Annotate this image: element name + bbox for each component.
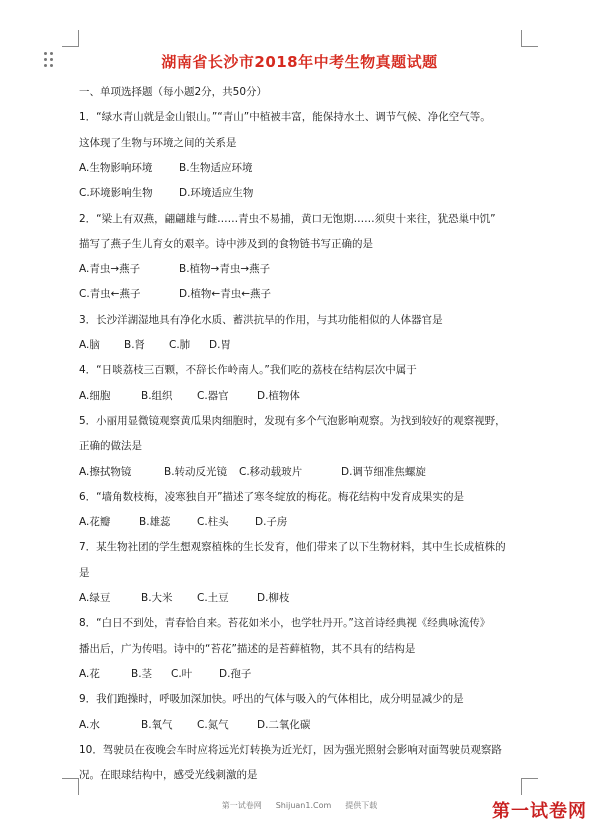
answer-option: A.水: [79, 718, 100, 731]
question-text: 6．“墙角数枝梅，凌寒独自开”描述了寒冬绽放的梅花。梅花结构中发育成果实的是: [79, 490, 465, 503]
question-text: 描写了燕子生儿育女的艰辛。诗中涉及到的食物链书写正确的是: [79, 237, 373, 250]
question-text: 2．“梁上有双燕，翩翩雄与雌……青虫不易捕，黄口无饱期……须臾十来往，犹恐巢中饥”: [79, 212, 496, 225]
answer-option: D.植物体: [257, 389, 300, 402]
question-text: 9．我们跑操时，呼吸加深加快。呼出的气体与吸入的气体相比，成分明显减少的是: [79, 693, 464, 706]
question-text: 况。在眼球结构中，感受光线刺激的是: [79, 769, 258, 782]
watermark-logo: 第一试卷网: [492, 801, 587, 822]
footer-left: 第一试卷网: [221, 801, 262, 810]
answer-option: A.擦拭物镜: [79, 465, 132, 478]
question-text: 1．“绿水青山就是金山银山。”“青山”中植被丰富，能保持水土、调节气候、净化空气等。: [79, 111, 491, 124]
answer-option: A.生物影响环境: [79, 161, 153, 174]
question-text: 10．驾驶员在夜晚会车时应将远光灯转换为近光灯，因为强光照射会影响对面驾驶员观察路: [79, 743, 502, 756]
answer-option: C.肺: [169, 339, 191, 351]
answer-option: A.绿豆: [79, 592, 111, 604]
footer-center: Shijuan1.Com: [275, 801, 332, 810]
answer-option: B.氧气: [141, 718, 173, 731]
question-text: 播出后，广为传唱。诗中的“苔花”描述的是苔藓植物，其不具有的结构是: [79, 642, 416, 655]
answer-option: C.叶: [171, 667, 193, 680]
crop-mark-bottom-right: [521, 778, 538, 795]
crop-mark-bottom-left: [62, 778, 79, 795]
answer-option: D.植物←青虫←燕子: [179, 288, 272, 301]
answer-option: B.雄蕊: [139, 516, 171, 529]
question-text: 7．某生物社团的学生想观察植株的生长发育，他们带来了以下生物材料，其中生长成植株的: [79, 541, 506, 554]
answer-option: B.组织: [141, 389, 173, 402]
answer-option: B.肾: [124, 339, 146, 351]
question-text: 正确的做法是: [79, 440, 142, 453]
answer-option: C.环境影响生物: [79, 187, 153, 200]
answer-option: D.子房: [255, 516, 288, 529]
question-text: 是: [79, 566, 90, 579]
answer-option: C.移动载玻片: [239, 465, 303, 478]
answer-option: C.青虫←燕子: [79, 288, 141, 301]
answer-option: D.环境适应生物: [179, 187, 254, 200]
answer-option: C.氮气: [197, 718, 229, 731]
answer-option: B.大米: [141, 592, 173, 604]
answer-option: C.器官: [197, 389, 229, 402]
question-text: 8．“白日不到处，青春恰自来。苔花如米小，也学牡丹开。”这首诗经典视《经典咏流传》: [79, 617, 491, 630]
answer-option: C.土豆: [197, 592, 229, 604]
answer-option: D.柳枝: [257, 592, 290, 604]
footer-right: 提供下载: [345, 801, 378, 810]
answer-option: B.生物适应环境: [179, 161, 253, 174]
answer-option: B.转动反光镜: [164, 465, 228, 478]
answer-option: A.花瓣: [79, 516, 111, 529]
document-title: 湖南省长沙市2018年中考生物真题试题: [161, 53, 438, 71]
section-heading: 一、单项选择题（每小题2分，共50分）: [79, 86, 268, 98]
answer-option: A.脑: [79, 339, 100, 351]
crop-mark-top-right: [521, 30, 538, 47]
answer-option: B.植物→青虫→燕子: [179, 263, 271, 276]
question-text: 4．“日啖荔枝三百颗，不辞长作岭南人。”我们吃的荔枝在结构层次中属于: [79, 364, 417, 377]
answer-option: B.茎: [131, 667, 153, 680]
answer-option: D.调节细准焦螺旋: [341, 465, 426, 478]
answer-option: C.柱头: [197, 516, 229, 529]
answer-option: A.细胞: [79, 389, 111, 402]
answer-option: A.青虫→燕子: [79, 263, 141, 276]
answer-option: D.孢子: [219, 667, 252, 680]
question-text: 这体现了生物与环境之间的关系是: [79, 136, 237, 149]
answer-option: A.花: [79, 667, 100, 680]
crop-mark-top-left: [62, 30, 79, 47]
question-text: 3．长沙洋湖湿地具有净化水质、蓄洪抗旱的作用，与其功能相似的人体器官是: [79, 313, 443, 326]
answer-option: D.胃: [209, 339, 231, 351]
question-text: 5．小丽用显微镜观察黄瓜果肉细胞时，发现有多个气泡影响观察。为找到较好的观察视野，: [79, 414, 506, 427]
answer-option: D.二氧化碳: [257, 718, 311, 731]
